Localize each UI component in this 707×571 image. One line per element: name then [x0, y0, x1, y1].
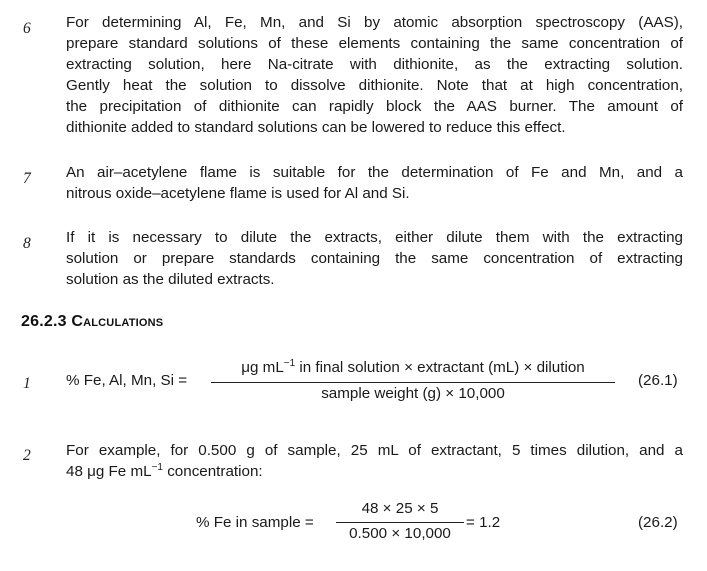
- equation-26-1-denominator: sample weight (g) × 10,000: [321, 385, 505, 402]
- item-number-8: 8: [23, 235, 31, 252]
- section-heading: [21, 313, 163, 331]
- equation-26-2-denominator: 0.500 × 10,000: [349, 525, 451, 542]
- calc-2-line-text: concentration:: [162, 463, 263, 480]
- equation-26-2-lhs: % Fe in sample =: [196, 514, 314, 531]
- equation-number-26-2: (26.2): [638, 514, 678, 531]
- equation-26-2-numerator: 48 × 25 × 5: [361, 500, 439, 517]
- calc-number-2: 2: [23, 447, 31, 464]
- calc-2-line: [66, 461, 683, 482]
- equation-26-1-lhs: % Fe, Al, Mn, Si =: [66, 372, 188, 389]
- section-title: Calculations: [71, 313, 164, 330]
- equation-26-1-fraction: [211, 359, 615, 402]
- fraction-bar: [211, 382, 615, 383]
- calc-2-paragraph: [66, 440, 683, 482]
- item-6-line: Gently heat the solution to dissolve dithionite. Note that at high concentration,: [66, 77, 683, 94]
- calc-number-1: 1: [23, 375, 31, 392]
- numerator-text: in final solution × extractant (mL) × dilution: [295, 359, 585, 376]
- item-6-line: extracting solution, here Na-citrate with dithionite, as the extracting solution.: [66, 56, 683, 73]
- item-8-paragraph: [66, 227, 683, 290]
- calc-2-exponent: −1: [151, 462, 163, 473]
- item-6-line: For determining Al, Fe, Mn, and Si by atomic absorption spectroscopy (AAS),: [66, 14, 683, 31]
- item-6-paragraph: [66, 12, 683, 138]
- calc-2-line-text: 48 μg Fe mL: [66, 463, 152, 480]
- item-7-line: nitrous oxide–acetylene flame is used for Al and Si.: [66, 185, 410, 202]
- numerator-unit: μg mL: [241, 359, 284, 376]
- section-number: 26.2.3: [21, 313, 67, 330]
- item-6-line: the precipitation of dithionite can rapidly block the AAS burner. The amount of: [66, 98, 683, 115]
- item-7-line: An air–acetylene flame is suitable for the determination of Fe and Mn, and a: [66, 164, 683, 181]
- numerator-exponent: −1: [283, 358, 296, 369]
- equation-26-1-numerator: [211, 359, 615, 381]
- item-8-line: If it is necessary to dilute the extracts, either dilute them with the extracting: [66, 229, 683, 246]
- item-7-paragraph: [66, 162, 683, 204]
- equation-26-2-fraction: [336, 500, 464, 542]
- item-number-7: 7: [23, 170, 31, 187]
- item-8-line: solution as the diluted extracts.: [66, 271, 275, 288]
- equation-number-26-1: (26.1): [638, 372, 678, 389]
- item-number-6: 6: [23, 20, 31, 37]
- item-6-line: prepare standard solutions of these elements containing the same concentration of: [66, 35, 683, 52]
- equation-26-2-result: = 1.2: [466, 514, 501, 531]
- item-6-line: dithionite added to standard solutions can be lowered to reduce this effect.: [66, 119, 566, 136]
- calc-2-line: For example, for 0.500 g of sample, 25 mL of extractant, 5 times dilution, and a: [66, 442, 683, 459]
- fraction-bar: [336, 522, 464, 523]
- item-8-line: solution or prepare standards containing the same concentration of extracting: [66, 250, 683, 267]
